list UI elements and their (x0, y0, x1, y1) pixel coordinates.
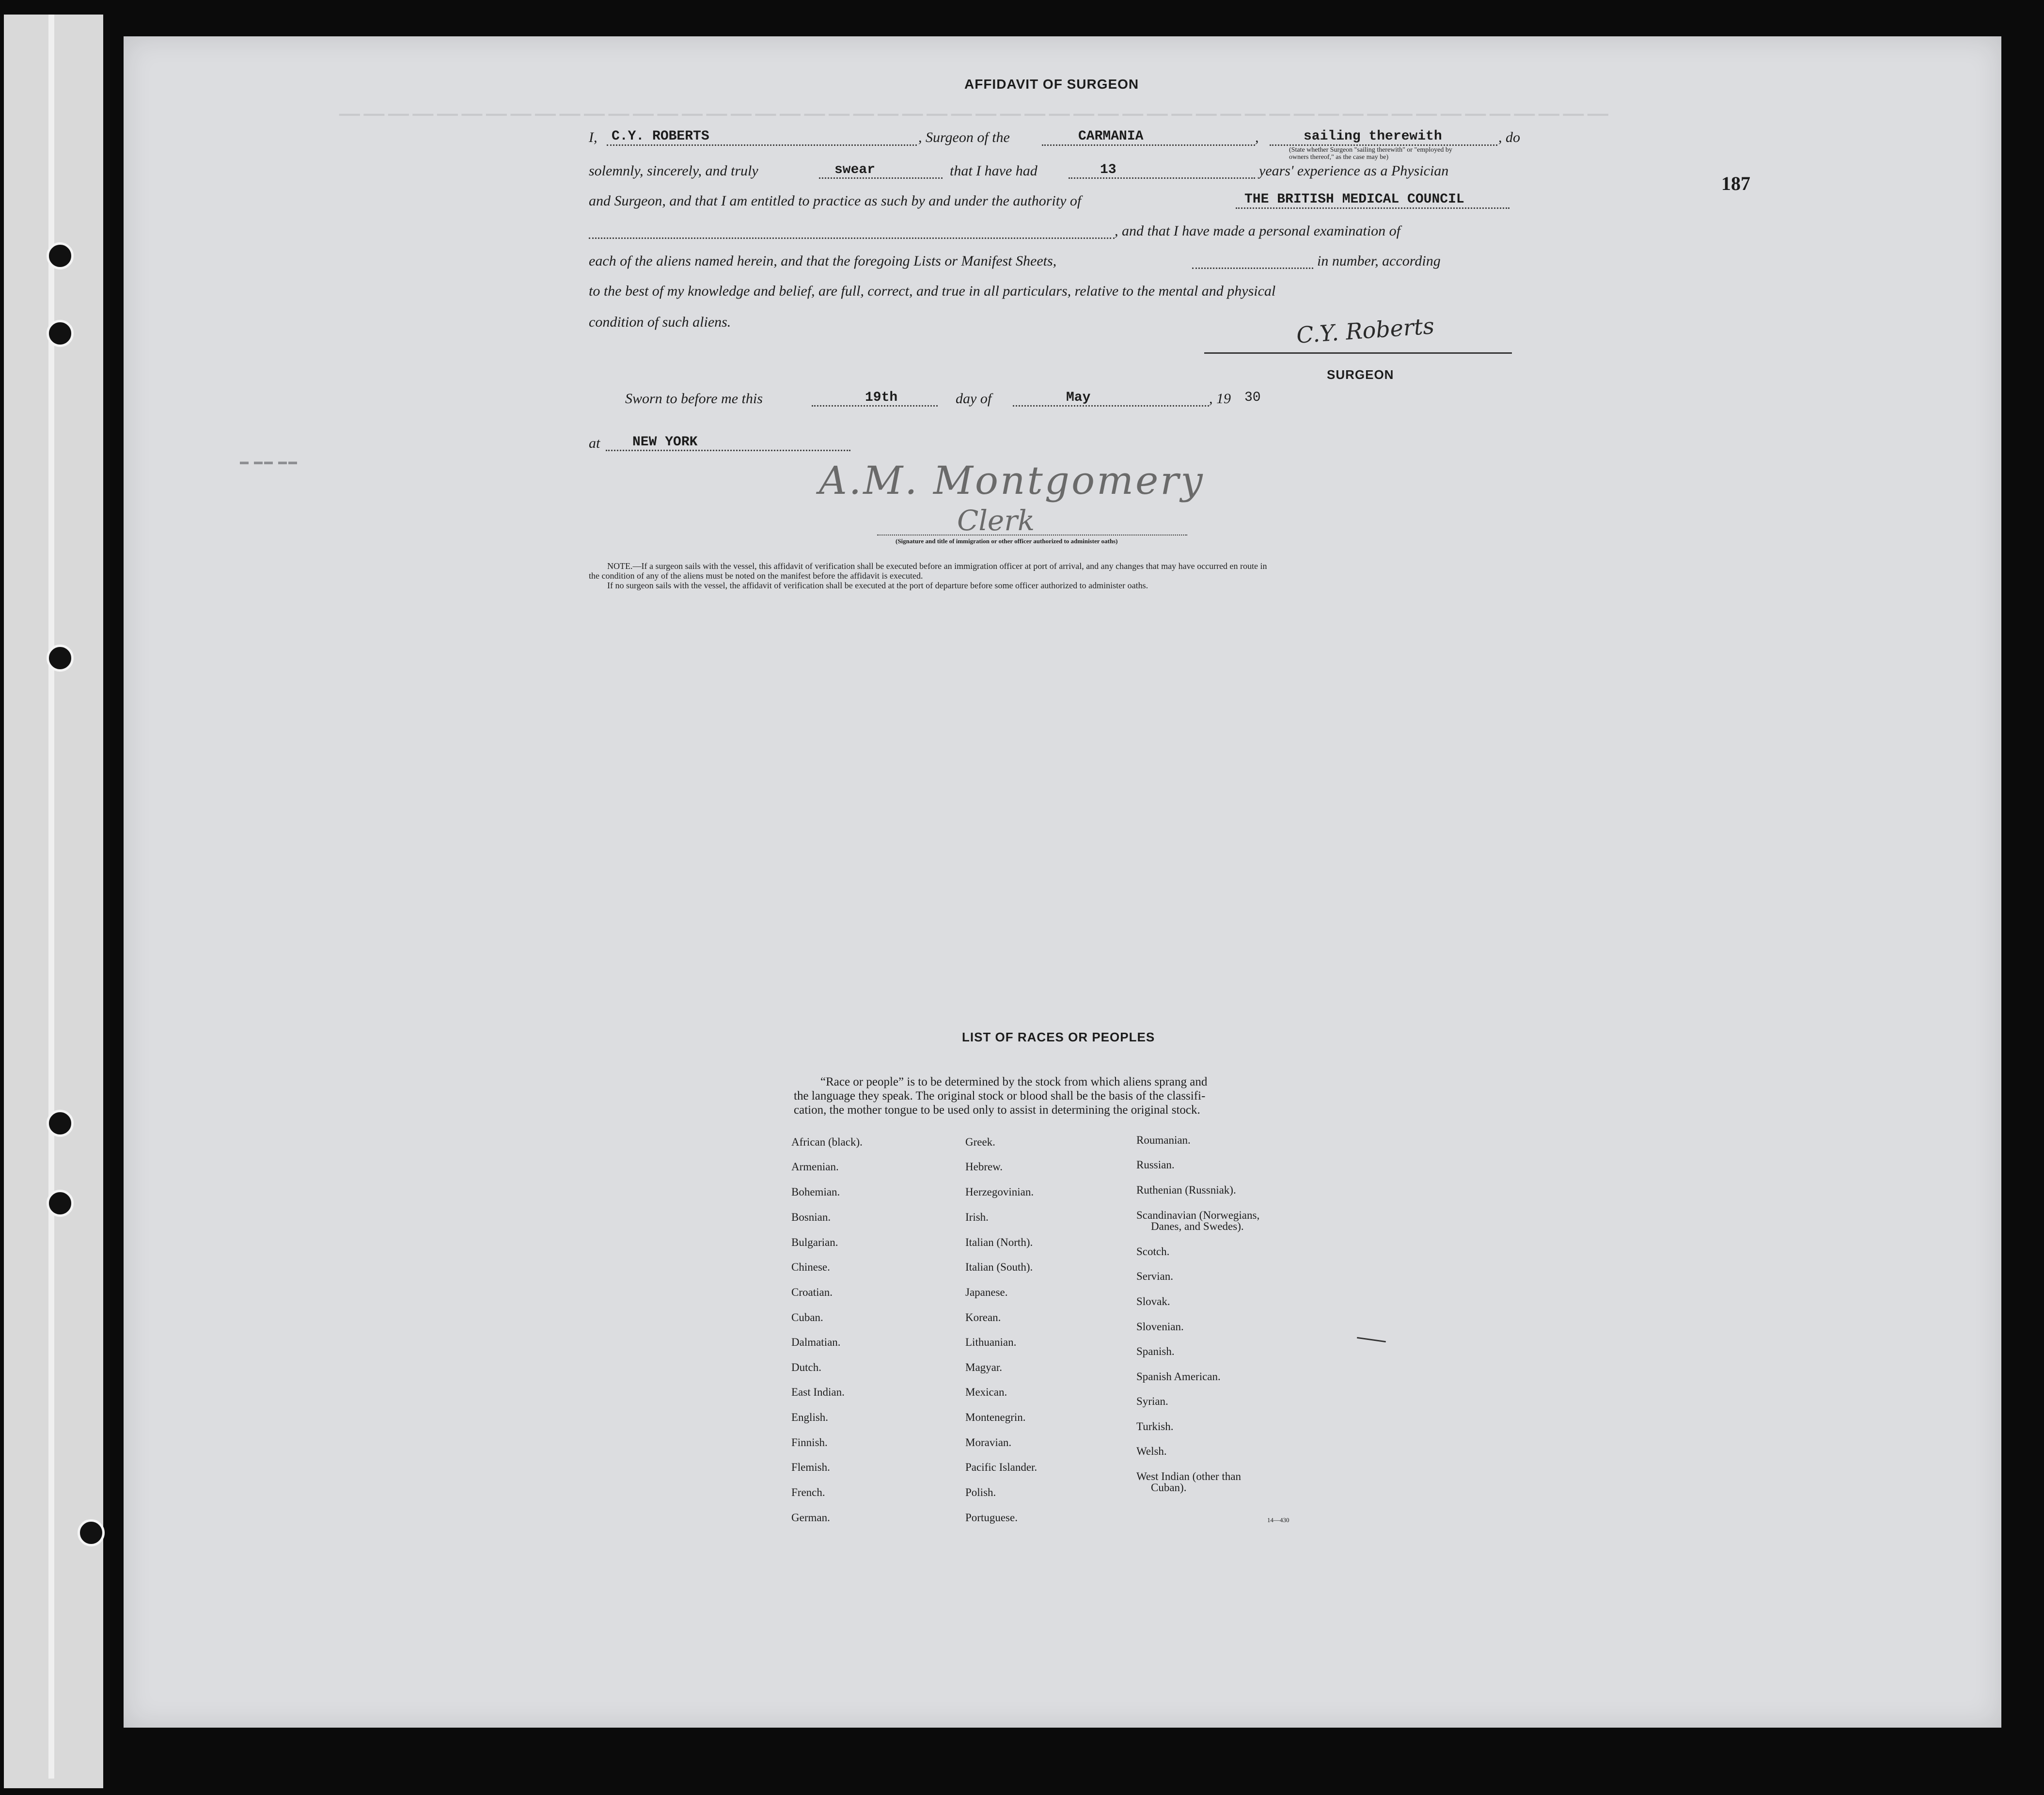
race-item: Armenian. (791, 1161, 839, 1173)
officer-caption: (Signature and title of immigration or other officer authorized to administer oaths) (896, 537, 1118, 545)
races-intro (794, 1075, 1207, 1117)
race-item: Syrian. (1136, 1395, 1168, 1407)
line6: to the best of my knowledge and belief, are full, correct, and true in all particulars, relative to the mental and physical (589, 283, 1276, 299)
race-item: Flemish. (791, 1461, 830, 1473)
race-item: Greek. (965, 1136, 995, 1148)
race-item: Croatian. (791, 1286, 833, 1298)
affidavit-note (589, 561, 1267, 590)
race-item: Hebrew. (965, 1161, 1003, 1173)
race-item: Lithuanian. (965, 1336, 1017, 1348)
race-item: West Indian (other than (1136, 1470, 1241, 1482)
line1-mid: , Surgeon of the (918, 129, 1010, 145)
sworn-day-of: day of (956, 391, 992, 407)
surgeon-signature-line (1204, 352, 1512, 354)
vessel-name-field: CARMANIA (1078, 129, 1144, 144)
race-item: Herzegovinian. (965, 1186, 1034, 1198)
race-item: Bulgarian. (791, 1236, 838, 1248)
races-intro-line-2: the language they speak. The original stock or blood shall be the basis of the classifi- (794, 1089, 1206, 1102)
affidavit-line-1 (589, 129, 597, 146)
race-item: Servian. (1136, 1270, 1174, 1282)
race-item: Cuban. (791, 1311, 823, 1323)
race-item: Russian. (1136, 1159, 1175, 1171)
race-item: Danes, and Swedes). (1151, 1220, 1244, 1232)
sailing-hint: (State whether Surgeon "sailing therewith" or "employed by owners thereof," as the case may be) (1289, 146, 1452, 161)
location-field: NEW YORK (632, 435, 698, 450)
punch-hole (47, 242, 74, 269)
line1-prefix: I, (589, 129, 597, 145)
race-item: Italian (North). (965, 1236, 1033, 1248)
race-item: Scandinavian (Norwegians, (1136, 1209, 1260, 1221)
race-item: Bohemian. (791, 1186, 840, 1198)
race-item: Moravian. (965, 1436, 1012, 1449)
race-item: Cuban). (1151, 1481, 1187, 1494)
race-item: Welsh. (1136, 1445, 1167, 1457)
oath-line (819, 177, 943, 179)
note-line-2: the condition of any of the aliens must be noted on the manifest before the affidavit is executed. (589, 571, 923, 581)
note-line-1: NOTE.—If a surgeon sails with the vessel, this affidavit of verification shall be executed before an immigration officer at port of arrival, and any changes that may have occurred en route in (607, 561, 1267, 571)
race-item: Roumanian. (1136, 1134, 1191, 1146)
sworn-year-prefix: , 19 (1209, 391, 1231, 407)
vessel-line (1042, 144, 1255, 146)
surgeon-name-field: C.Y. ROBERTS (612, 129, 709, 144)
line5-prefix: each of the aliens named herein, and that the foregoing Lists or Manifest Sheets, (589, 253, 1057, 269)
race-item: Scotch. (1136, 1245, 1170, 1258)
race-item: Japanese. (965, 1286, 1008, 1298)
races-intro-line-3: cation, the mother tongue to be used only to assist in determining the original stock. (794, 1103, 1200, 1117)
sworn-day-line (812, 405, 938, 407)
note-line-3: If no surgeon sails with the vessel, the affidavit of verification shall be executed at the port of departure before some officer authorized to administer oaths. (607, 581, 1148, 590)
race-item: Bosnian. (791, 1211, 831, 1223)
surgeon-label: SURGEON (1327, 367, 1394, 382)
race-item: Spanish. (1136, 1345, 1175, 1357)
race-item: Magyar. (965, 1361, 1003, 1373)
line5-end: in number, according (1317, 253, 1441, 269)
years-field: 13 (1100, 162, 1116, 177)
race-item: African (black). (791, 1136, 863, 1148)
line2-end: years' experience as a Physician (1259, 163, 1449, 179)
form-number: 14—430 (1267, 1516, 1289, 1524)
authority-continuation-line (589, 237, 1115, 239)
race-item: Slovenian. (1136, 1321, 1184, 1333)
affidavit-title: AFFIDAVIT OF SURGEON (964, 77, 1139, 92)
officer-signature: A.M. Montgomery (819, 458, 1205, 503)
sworn-year-field: 30 (1244, 390, 1261, 405)
race-item: English. (791, 1411, 829, 1423)
race-item: French. (791, 1486, 825, 1498)
race-item: Mexican. (965, 1386, 1007, 1398)
sailing-status-field: sailing therewith (1304, 129, 1442, 144)
race-item: Ruthenian (Russniak). (1136, 1184, 1236, 1196)
race-item: Turkish. (1136, 1420, 1174, 1433)
location-line (606, 450, 850, 451)
race-item: Portuguese. (965, 1512, 1018, 1524)
sheet-count-line (1192, 268, 1313, 269)
authority-field: THE BRITISH MEDICAL COUNCIL (1244, 192, 1464, 207)
surgeon-signature: C.Y. Roberts (1295, 313, 1435, 348)
line4-end: , and that I have made a personal examination of (1115, 223, 1400, 239)
sheet-number: 187 (1721, 173, 1750, 194)
authority-line (1236, 207, 1509, 209)
sworn-month-field: May (1066, 390, 1091, 405)
officer-title-signature: Clerk (957, 504, 1035, 537)
race-item: Slovak. (1136, 1295, 1170, 1307)
race-item: East Indian. (791, 1386, 845, 1398)
races-intro-line-1: “Race or people” is to be determined by the stock from which aliens sprang and (820, 1075, 1208, 1088)
race-item: German. (791, 1512, 830, 1524)
oath-field: swear (834, 162, 876, 177)
line1-end: , do (1498, 129, 1520, 145)
race-item: Italian (South). (965, 1261, 1033, 1273)
line3-prefix: and Surgeon, and that I am entitled to practice as such by and under the authority of (589, 193, 1082, 209)
punch-hole (47, 320, 74, 347)
race-item: Polish. (965, 1486, 996, 1498)
location-prefix: at (589, 435, 600, 451)
sworn-day-field: 19th (865, 390, 898, 405)
line2-prefix: solemnly, sincerely, and truly (589, 163, 758, 179)
binder-edge (48, 15, 54, 1779)
race-item: Finnish. (791, 1436, 828, 1449)
punch-hole (47, 1110, 74, 1137)
sworn-month-line (1013, 405, 1209, 407)
line1-comma: , (1255, 129, 1259, 145)
races-title: LIST OF RACES OR PEOPLES (962, 1030, 1155, 1044)
years-line (1069, 177, 1255, 179)
race-item: Dutch. (791, 1361, 821, 1373)
race-item: Korean. (965, 1311, 1001, 1323)
race-item: Spanish American. (1136, 1370, 1221, 1383)
race-item: Montenegrin. (965, 1411, 1026, 1423)
line7: condition of such aliens. (589, 314, 731, 330)
race-item: Pacific Islander. (965, 1461, 1038, 1473)
bleed-through-row: ▬ ▬▬ ▬▬ (240, 457, 299, 466)
race-item: Chinese. (791, 1261, 830, 1273)
surgeon-name-line (607, 144, 917, 146)
punch-hole (47, 645, 74, 672)
punch-hole (78, 1519, 105, 1546)
race-item: Irish. (965, 1211, 989, 1223)
sworn-prefix: Sworn to before me this (625, 391, 763, 407)
punch-hole (47, 1190, 74, 1217)
line2-mid: that I have had (950, 163, 1038, 179)
bleed-through-header: ──────────────────────────────────────────────────── (339, 97, 1612, 130)
sailing-line (1270, 144, 1497, 146)
race-item: Dalmatian. (791, 1336, 841, 1348)
